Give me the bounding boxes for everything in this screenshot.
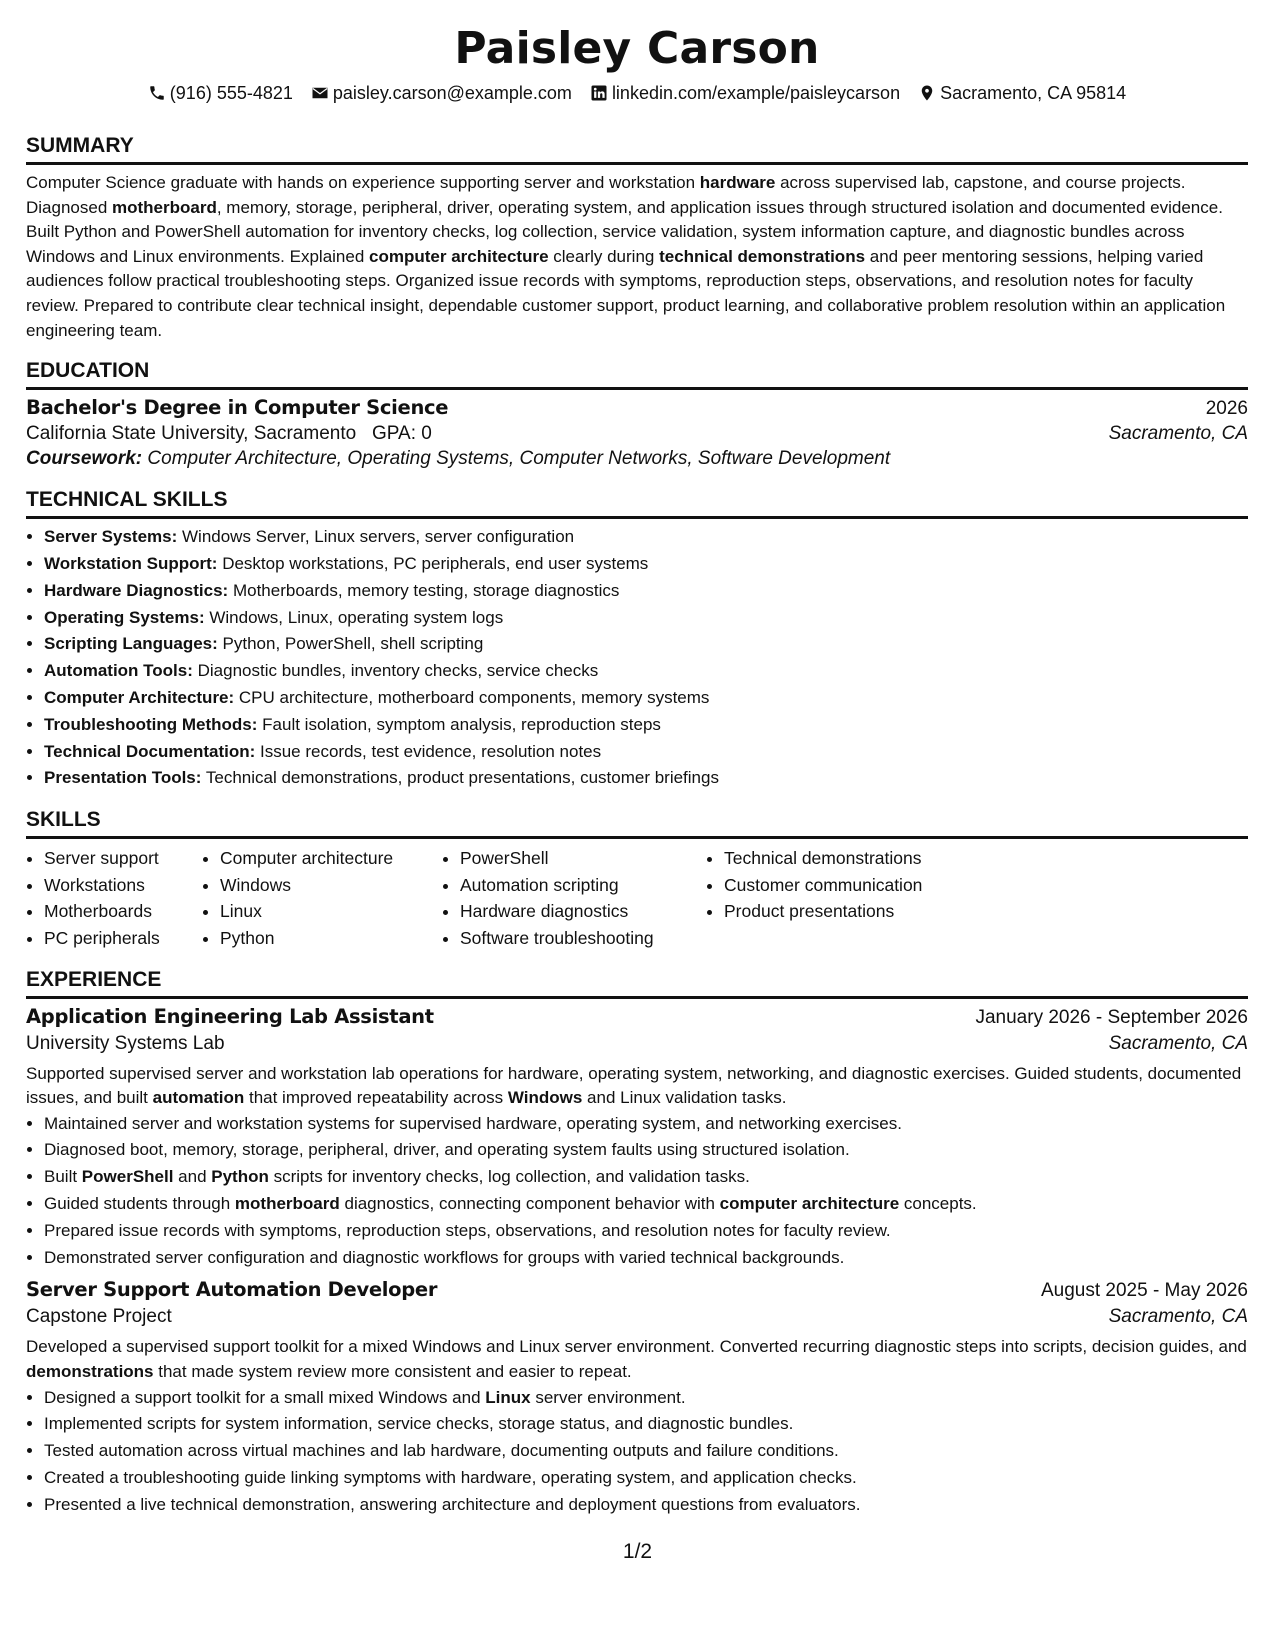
skill-text: CPU architecture, motherboard components, memory systems	[238, 687, 710, 707]
list-item: • Hardware diagnostics	[460, 898, 706, 925]
technical-skills-heading: TECHNICAL SKILLS	[26, 486, 1248, 519]
summary-part: Developed a supervised support toolkit for a mixed Windows and Linux server environment. Converted recurring diagnostic steps into scripts, decision guides, and	[26, 1337, 1247, 1357]
bullet-text: Prepared issue records with symptoms, reproduction steps, observations, and resolution notes for faculty review.	[44, 1220, 891, 1240]
job-summary	[26, 1062, 1248, 1111]
skill-label: Automation Tools:	[44, 661, 193, 681]
bullet-text: diagnostics, connecting component behavior with	[339, 1194, 720, 1214]
contact-location-text: Sacramento, CA 95814	[940, 83, 1127, 103]
education-section	[26, 357, 1248, 470]
summary-part: across supervised lab, capstone, and course projects. Diagnosed	[26, 173, 1186, 217]
education-row	[26, 396, 1248, 420]
skill-text: Python, PowerShell, shell scripting	[222, 634, 484, 654]
phone-icon	[148, 84, 166, 102]
contact-email-text: paisley.carson@example.com	[332, 83, 572, 103]
list-item: • Technical demonstrations	[724, 845, 1024, 872]
list-item	[44, 1111, 1248, 1138]
skill-text: Issue records, test evidence, resolution notes	[260, 741, 602, 761]
summary-part: , memory, storage, peripheral, driver, operating system, and application issues through structured isolation and documented evidence. Built Python and PowerShell automation for inventory checks, log collection, service validation, system information capture, and diagnostic bundles across Windows and Linux environments. Explained	[26, 197, 1223, 266]
skills-column	[442, 845, 706, 951]
contact-phone[interactable]	[148, 80, 293, 106]
bullet-text: scripts for inventory checks, log collection, and validation tasks.	[268, 1167, 750, 1187]
skill-label: Scripting Languages:	[44, 634, 218, 654]
summary-bold: technical demonstrations	[659, 246, 866, 266]
summary-part: Computer Science graduate with hands on experience supporting server and workstation	[26, 173, 700, 192]
summary-bold: automation	[152, 1088, 245, 1108]
job-subheader	[26, 1033, 1248, 1055]
bullet-text: server environment.	[530, 1387, 686, 1407]
bullet-bold: PowerShell	[81, 1167, 174, 1187]
experience-heading: EXPERIENCE	[26, 966, 1248, 999]
list-item	[44, 1191, 1248, 1218]
coursework-label: Coursework:	[26, 448, 143, 470]
candidate-name: Paisley Carson	[454, 23, 820, 74]
list-item: • Python	[220, 925, 442, 952]
bullet-bold: computer architecture	[719, 1194, 900, 1214]
contact-linkedin[interactable]	[590, 80, 900, 106]
list-item	[44, 685, 1248, 712]
list-item	[44, 1245, 1248, 1272]
job-bullets	[26, 1385, 1248, 1519]
skills-column	[202, 845, 442, 951]
list-item: • Workstations	[44, 872, 202, 899]
summary-part: that made system review more consistent and easier to repeat.	[153, 1362, 632, 1382]
skill-label: Workstation Support:	[44, 553, 218, 573]
gpa: GPA: 0	[372, 423, 432, 445]
skill-label: Server Systems:	[44, 527, 178, 547]
contact-location	[918, 80, 1126, 106]
skill-text: Desktop workstations, PC peripherals, end user systems	[222, 553, 649, 573]
list-item	[44, 1164, 1248, 1191]
school-name: California State University, Sacramento	[26, 423, 357, 445]
bullet-text: and	[173, 1167, 212, 1187]
skill-text: Fault isolation, symptom analysis, reproduction steps	[262, 714, 661, 734]
bullet-text: Maintained server and workstation systems for supervised hardware, operating system, and networking exercises.	[44, 1113, 902, 1133]
map-pin-icon	[918, 84, 936, 102]
summary-bold: motherboard	[112, 197, 217, 217]
summary-part: Supported supervised server and workstation lab operations for hardware, operating system, networking, and diagnostic exercises. Guided students, documented issues, and built	[26, 1063, 1242, 1108]
bullet-text: Implemented scripts for system information, service checks, storage status, and diagnostic bundles.	[44, 1414, 794, 1434]
list-item	[44, 631, 1248, 658]
skill-label: Presentation Tools:	[44, 768, 202, 788]
job-org: Capstone Project	[26, 1306, 172, 1328]
job-dates: August 2025 - May 2026	[1040, 1280, 1248, 1302]
job-summary	[26, 1335, 1248, 1384]
technical-skills-list	[26, 524, 1248, 792]
page-number: 1/2	[622, 1540, 653, 1563]
technical-skills-section	[26, 486, 1248, 792]
skill-label: Troubleshooting Methods:	[44, 714, 258, 734]
bullet-bold: Python	[211, 1167, 269, 1187]
skill-text: Windows, Linux, operating system logs	[209, 607, 504, 627]
job-subheader	[26, 1306, 1248, 1328]
bullet-text: Tested automation across virtual machines and lab hardware, documenting outputs and failure conditions.	[44, 1441, 839, 1461]
skills-column	[706, 845, 1024, 951]
list-item	[44, 524, 1248, 551]
resume-page	[26, 0, 1248, 1519]
summary-bold: hardware	[699, 173, 776, 192]
job-org: University Systems Lab	[26, 1032, 225, 1054]
job-title: Server Support Automation Developer	[26, 1278, 438, 1302]
list-item	[44, 712, 1248, 739]
summary-heading: SUMMARY	[26, 132, 1248, 165]
coursework-list: Computer Architecture, Operating Systems, Computer Networks, Software Development	[147, 448, 891, 470]
job-entry	[26, 1005, 1248, 1272]
bullet-text: Diagnosed boot, memory, storage, peripheral, driver, and operating system faults using structured isolation.	[44, 1140, 850, 1160]
summary-part: clearly during	[548, 246, 660, 266]
bullet-text: Presented a live technical demonstration, answering architecture and deployment questions from evaluators.	[44, 1494, 861, 1514]
bullet-text: Created a troubleshooting guide linking symptoms with hardware, operating system, and application checks.	[44, 1468, 857, 1488]
skill-label: Technical Documentation:	[44, 741, 256, 761]
skills-section	[26, 806, 1248, 951]
list-item: • Customer communication	[724, 872, 1024, 899]
list-item	[44, 1411, 1248, 1438]
envelope-icon	[311, 84, 329, 102]
list-item	[44, 551, 1248, 578]
job-header	[26, 1278, 1248, 1302]
summary-part: and Linux validation tasks.	[582, 1088, 787, 1108]
list-item	[44, 1385, 1248, 1412]
contact-linkedin-text: linkedin.com/example/paisleycarson	[611, 83, 901, 103]
job-dates: January 2026 - September 2026	[975, 1006, 1248, 1028]
list-item: • Server support	[44, 845, 202, 872]
list-item: • PowerShell	[460, 845, 706, 872]
skill-label: Operating Systems:	[44, 607, 205, 627]
bullet-text: Guided students through	[44, 1194, 235, 1214]
bullet-text: Demonstrated server configuration and diagnostic workflows for groups with varied technical backgrounds.	[44, 1247, 845, 1267]
bullet-text: Designed a support toolkit for a small mixed Windows and	[44, 1387, 486, 1407]
bullet-bold: motherboard	[234, 1194, 340, 1214]
summary-section	[26, 132, 1248, 343]
list-item: • Computer architecture	[220, 845, 442, 872]
coursework	[26, 448, 1248, 470]
summary-bold: Windows	[507, 1088, 583, 1108]
skills-heading: SKILLS	[26, 806, 1248, 839]
summary-text	[26, 171, 1248, 343]
list-item	[44, 1438, 1248, 1465]
skill-label: Computer Architecture:	[44, 687, 235, 707]
list-item	[44, 658, 1248, 685]
job-location: Sacramento, CA	[1108, 1306, 1248, 1328]
contact-phone-text: (916) 555-4821	[169, 83, 293, 103]
skill-text: Diagnostic bundles, inventory checks, service checks	[197, 661, 599, 681]
list-item	[44, 578, 1248, 605]
experience-section	[26, 966, 1248, 1519]
job-bullets	[26, 1111, 1248, 1272]
skills-column	[26, 845, 202, 951]
list-item: • Windows	[220, 872, 442, 899]
list-item: • Linux	[220, 898, 442, 925]
list-item: • Motherboards	[44, 898, 202, 925]
summary-part: and peer mentoring sessions, helping varied audiences follow practical troubleshooting steps. Organized issue records with symptoms, reproduction steps, observations, and resolution notes for faculty review. Prepared to contribute clear technical insight, dependable customer support, product learning, and collaborative problem resolution within an application engineering team.	[26, 246, 1226, 340]
skill-text: Technical demonstrations, product presentations, customer briefings	[205, 768, 719, 788]
graduation-year: 2026	[1205, 398, 1248, 420]
list-item	[44, 1465, 1248, 1492]
linkedin-icon	[590, 84, 608, 102]
skill-text: Windows Server, Linux servers, server configuration	[182, 527, 575, 547]
summary-bold: demonstrations	[26, 1362, 154, 1382]
contact-email[interactable]	[311, 80, 572, 106]
summary-part: that improved repeatability across	[244, 1088, 508, 1108]
bullet-text: Built	[44, 1167, 82, 1187]
skill-text: Motherboards, memory testing, storage diagnostics	[232, 580, 620, 600]
list-item	[44, 1218, 1248, 1245]
bullet-text: concepts.	[899, 1194, 977, 1214]
skills-grid	[26, 845, 1248, 951]
list-item: • Product presentations	[724, 898, 1024, 925]
summary-bold: computer architecture	[369, 246, 549, 266]
job-entry	[26, 1278, 1248, 1518]
bullet-bold: Linux	[485, 1387, 531, 1407]
list-item	[44, 1137, 1248, 1164]
list-item	[44, 1492, 1248, 1519]
list-item: • PC peripherals	[44, 925, 202, 952]
contact-bar	[26, 80, 1248, 106]
job-title: Application Engineering Lab Assistant	[26, 1004, 434, 1028]
skill-label: Hardware Diagnostics:	[44, 580, 229, 600]
list-item: • Software troubleshooting	[460, 925, 706, 952]
degree-title: Bachelor's Degree in Computer Science	[26, 396, 449, 420]
school-info	[26, 423, 432, 445]
list-item: • Automation scripting	[460, 872, 706, 899]
school-row	[26, 423, 1248, 445]
list-item	[44, 765, 1248, 792]
job-header	[26, 1005, 1248, 1029]
list-item	[44, 739, 1248, 766]
list-item	[44, 605, 1248, 632]
school-location: Sacramento, CA	[1108, 423, 1248, 445]
education-heading: EDUCATION	[26, 357, 1248, 390]
job-location: Sacramento, CA	[1108, 1032, 1248, 1054]
